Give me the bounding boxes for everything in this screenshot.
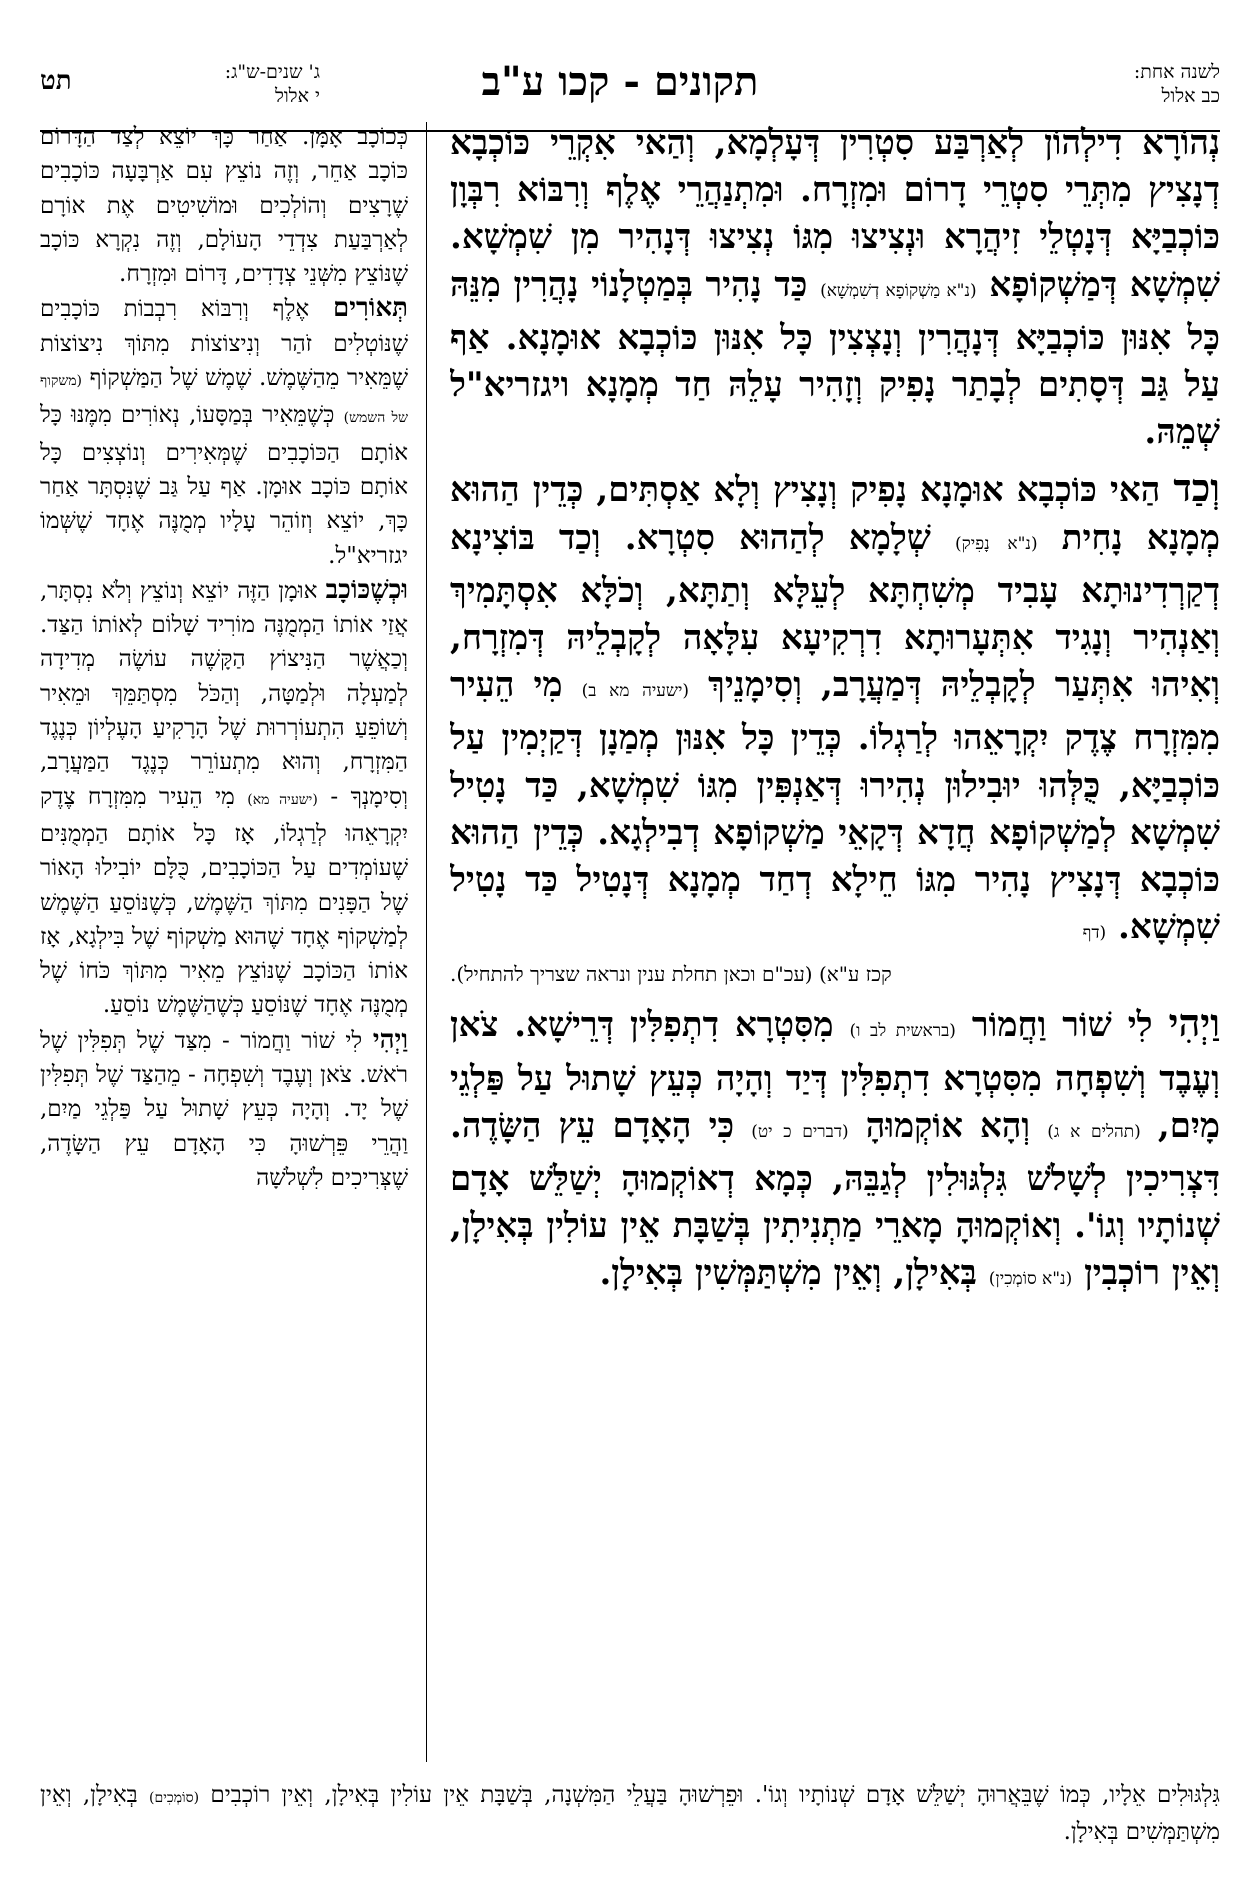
document-page	[40, 30, 1220, 1860]
main-text: וְהָא אוֹקְמוּהָ	[865, 1105, 1031, 1146]
paragraph-lead-word: וּכְשֶׁכּוֹכָב	[325, 574, 408, 605]
translation-text: אוּמָן הַזֶּה יוֹצֵא וְנוֹצֵץ וְלֹא נִסְתָּר, אֲזַי אוֹתוֹ הַמְמֻנֶּה מוֹרִיד שָׁלוֹם לְאוֹתוֹ הַצַּד. וְכַאֲשֶׁר הַנִּיצוֹץ הַקָּשֶׁה עוֹשֶׂה מְדִידָה לְמַעְלָה וּלְמַטָּה, וְהַכֹּל מִסְתַּמֵּךְ וּמֵאִיר וְשׁוֹפֵעַ הִתְעוֹרְרוּת שֶׁל הָרָקִיעַ הָעֶלְיוֹן כְּנֶגֶד הַמִּזְרָח, וְהוּא מִתְעוֹרֵר כְּנֶגֶד הַמַּעֲרָב, וְסִימָנְךָ -	[40, 577, 408, 810]
main-paragraph	[450, 120, 1220, 456]
main-paragraph	[450, 999, 1220, 1303]
footer-text: גִּלְגּוּלִים אֵלָיו, כְּמוֹ שֶׁבֵּאֲרוּהָ יְשַׁלֵּשׁ אָדָם שְׁנוֹתָיו וְגוֹ'. וּפֵרְשׁוּהָ בַּעֲלֵי הַמִּשְׁנָה, בְּשַׁבָּת אֵין עוֹלִין בְּאִילָן, וְאֵין רוֹכְבִים	[210, 1782, 1221, 1808]
main-text: בְּאִילָן, וְאֵין מִשְׁתַּמְּשִׁין בְּאִילָן.	[599, 1253, 977, 1294]
translation-text: לִי שׁוֹר וַחֲמוֹר - מִצַּד שֶׁל תְּפִלִּין שֶׁל רֹאשׁ. צֹאן וְעֶבֶד וְשִׁפְחָה - מֵהַצַּד שֶׁל תְּפִלִּין שֶׁל יָד. וְהָיָה כְּעֵץ שָׁתוּל עַל פַּלְגֵי מַיִם, וַהֲרֵי פֵּרְשׁוּהָ כִּי הָאָדָם עֵץ הַשָּׂדֶה, שֶׁצְּרִיכִים לִשְׁלֹשָׁה	[40, 1027, 408, 1191]
translation-text: כְּכוֹכָב אָמָּן. אַחַר כָּךְ יוֹצֵא לְצַד הַדָּרוֹם כּוֹכָב אַחֵר, וְזֶה נוֹצֵץ עִם אַרְבָּעָה כּוֹכָבִים שֶׁרָצִים וְהוֹלְכִים וּמוֹשִׁיטִים אֶת אוֹרָם לְאַרְבַּעַת צִדְדֵי הָעוֹלָם, וְזֶה נִקְרָא כּוֹכָב שֶׁנּוֹצֵץ מִשְּׁנֵי צְדָדִים, דָּרוֹם וּמִזְרָח.	[40, 124, 408, 288]
main-paragraph	[450, 464, 1220, 957]
page-ref: (דף	[1082, 923, 1107, 944]
main-text: כִּי הָאָדָם עֵץ הַשָּׂדֶה. דִּצְרִיכִין לְשָׁלֹשׁ גִּלְגּוּלִין לְגַבֵּהּ, כְּמָא דְאוֹקְמוּהָ יְשַׁלֵּשׁ אָדָם שְׁנוֹתָיו וְגוֹ'. וְאוֹקְמוּהָ מָארֵי מַתְנִיתִין בְּשַׁבָּת אֵין עוֹלִין בְּאִילָן, וְאֵין רוֹכְבִין	[450, 1105, 1220, 1294]
paragraph-lead-word: תְּאוֹרִים	[332, 293, 408, 324]
translation-paragraph	[40, 291, 408, 572]
verse-citation: (ישעיה מא)	[247, 791, 318, 808]
translation-column	[40, 120, 408, 1775]
translation-text: אֶלֶף וְרִבּוֹא רִבְבוֹת כּוֹכָבִים שֶׁנּוֹטְלִים זֹהַר וְנִיצוֹצוֹת מִתּוֹךְ נִיצוֹצוֹת שֶׁמֵּאִיר מֵהַשֶּׁמֶשׁ. שֶׁמֶשׁ שֶׁל הַמַּשְׁקוֹף	[40, 296, 408, 392]
translation-paragraph	[40, 573, 408, 1023]
paragraph-lead-word: וַיְהִי	[372, 1024, 408, 1055]
page-title: תקונים - קכו ע"ב	[481, 58, 759, 105]
translation-text: מִי הֵעִיר מִמִּזְרָח צֶדֶק יִקְרָאֵהוּ לְרַגְלוֹ, אָז כָּל אוֹתָם הַמְמֻנִּים שֶׁעוֹמְדִים עַל הַכּוֹכָבִים, כֻּלָּם יוֹבִילוּ הָאוֹר שֶׁל הַפָּנִים מִתּוֹךְ הַשֶּׁמֶשׁ, כְּשֶׁנּוֹסֵעַ הַשֶּׁמֶשׁ לְמַשְׁקוֹף אֶחָד שֶׁהוּא מַשְׁקוֹף שֶׁל בִּילְגָא, אָז אוֹתוֹ הַכּוֹכָב שֶׁנּוֹצֵץ מֵאִיר מִתּוֹךְ כֹּחוֹ שֶׁל מְמֻנֶּה אֶחָד שֶׁנּוֹסֵעַ כְּשֶׁהַשֶּׁמֶשׁ נוֹסֵעַ.	[40, 783, 408, 1019]
verse-citation: (בראשית לב ו)	[849, 1021, 956, 1042]
main-text-column	[450, 120, 1220, 1760]
verse-citation: (דברים כ יט)	[751, 1121, 849, 1142]
year-label: לשנה אחת:	[1133, 61, 1220, 83]
main-text: נְהוֹרָא דִילְהוֹן לְאַרְבַּע סִטְרִין דְּעָלְמָא, וְהַאי אִקְרֵי כּוֹכְבָא דְנָצִיץ מִתְּרֵי סִטְרֵי דָרוֹם וּמִזְרָח. וּמִתְנַהֲרֵי אֶלֶף וְרִבּוֹא רִבְּוָן כּוֹכְבַיָּא דְּנָטְלֵי זִיהֲרָא וּנְצִיצוּ מִגּוֹ נְצִיצוּ דְּנָהִיר מִן שִׁמְשָׁא. שִׁמְשָׁא דְּמַשְׁקוֹפָא	[450, 123, 1220, 305]
year-schedule	[1060, 60, 1220, 108]
main-text: שְׁלָמָא לְהַהוּא סִטְרָא. וְכַד בּוֹצִינָא דְקַרְדִינוּתָא עָבִיד מְשִׁחְתָּא לְעֵלָּא וְתַתָּא, וְכֹלָּא אִסְתָּמִיךְ וְאַנְהִיר וְנָגִיד אִתְּעָרוּתָא דִרְקִיעָא עִלָּאָה לְקָבְלֵיהּ דְּמִזְרָח, וְאִיהוּ אִתְּעַר לְקָבְלֵיהּ דְּמַעֲרָב, וְסִימָנֵיךְ	[450, 517, 1220, 706]
verse-citation: (ישעיה מא ב)	[581, 681, 690, 702]
main-text: לִי שׁוֹר וַחֲמוֹר	[971, 1005, 1153, 1046]
cycle-schedule	[100, 60, 320, 108]
main-text: כַּד נָהִיר בְּמַטְלָנוֹי נָהֲרִין מִנֵּהּ כָּל אִנּוּן כּוֹכְבַיָּא דְּנָהֲרִין וְנָצְצִין כָּל אִנּוּן כּוֹכְבָא אוּמָנָא. אַף עַל גַּב דְּסָתִים לְבָתַר נָפִיק וְזָהִיר עָלֵהּ חַד מְמָנָא ויגזריא"ל שְׁמֵהּ.	[450, 264, 1220, 453]
translation-text: כְּשֶׁמֵּאִיר בְּמַסָּעוֹ, נְאוֹרִים מִמֶּנּוּ כָּל אוֹתָם הַכּוֹכָבִים שֶׁמְּאִירִים וְנוֹצְצִים כָּל אוֹתָם כּוֹכָב אוּמָן. אַף עַל גַּב שֶׁנִּסְתָּר אַחַר כָּךְ, יוֹצֵא וְזוֹהֵר עָלָיו מְמֻנֶּה אֶחָד שֶׁשְּׁמוֹ יגזריא"ל.	[40, 402, 408, 569]
variant-note: (נ"א נָפִיק)	[955, 533, 1038, 554]
footer-text: בְּאִילָן, וְאֵין מִשְׁתַּמְּשִׁים בְּאִילָן.	[40, 1782, 1220, 1846]
editorial-note: קכז ע"א) (עכ"ם וכאן תחלת ענין ונראה שצריך להתחיל).	[450, 962, 892, 987]
verse-citation: (תהלים א ג)	[1047, 1121, 1141, 1142]
translation-paragraph	[40, 1023, 408, 1195]
variant-note: (נ"א מַשְׁקוֹפָא דְשִׁמְשָׁא)	[820, 280, 977, 301]
paragraph-lead-word: וַיְהִי	[1168, 1000, 1220, 1046]
page-footer-continuation	[40, 1778, 1220, 1849]
variant-note: (סוֹמְכִים)	[149, 1790, 200, 1806]
cycle-label: ג' שנים-ש"ג:	[224, 61, 320, 83]
translation-paragraph	[40, 120, 408, 291]
main-text: מִי הֵעִיר מִמִּזְרָח צֶדֶק יִקְרָאֵהוּ לְרַגְלוֹ. כְּדֵין כָּל אִנּוּן מְמַנָן דְּקַיְמִין עַל כּוֹכְבַיָּא, כֻּלְּהוּ יוּבִילוּן נְהִירוּ דְּאַנְפִּין מִגּוֹ שִׁמְשָׁא, כַּד נָטִיל שִׁמְשָׁא לְמַשְׁקוֹפָא חֲדָא דְּקָאֵי מַשְׁקוֹפָא דְבִילְגָא. כְּדֵין הַהוּא כּוֹכְבָא דְּנָצִיץ נָהִיר מִגּוֹ חֵילָא דְחַד מְמָנָא דְּנָטִיל כַּד נָטִיל שִׁמְשָׁא.	[450, 665, 1220, 948]
page-number: תט	[40, 66, 72, 96]
paragraph-gap	[450, 456, 1220, 464]
year-date: כב אלול	[1161, 85, 1220, 107]
variant-note: (נ"א סוֹמְכִין)	[988, 1269, 1073, 1290]
paragraph-lead-word: וְכַד	[1173, 465, 1220, 511]
column-divider	[426, 122, 427, 1762]
variant-note: (משקוף של השמש)	[40, 373, 408, 427]
main-text: מִסִּטְרָא דִתְפִלִּין דְּרֵישָׁא. צֹאן וְעֶבֶד וְשִׁפְחָה מִסִּטְרָא דִתְפִלִּין דְּיַד וְהָיָה כְּעֵץ שָׁתוּל עַל פַּלְגֵי מָיִם,	[450, 1005, 1220, 1146]
main-text: הַאי כּוֹכְבָא אוּמָנָא נָפִיק וְנָצִיץ וְלָא אַסְתִּים, כְּדֵין הַהוּא מְמָנָא נָחִית	[450, 470, 1220, 558]
cycle-date: י אלול	[274, 85, 320, 107]
